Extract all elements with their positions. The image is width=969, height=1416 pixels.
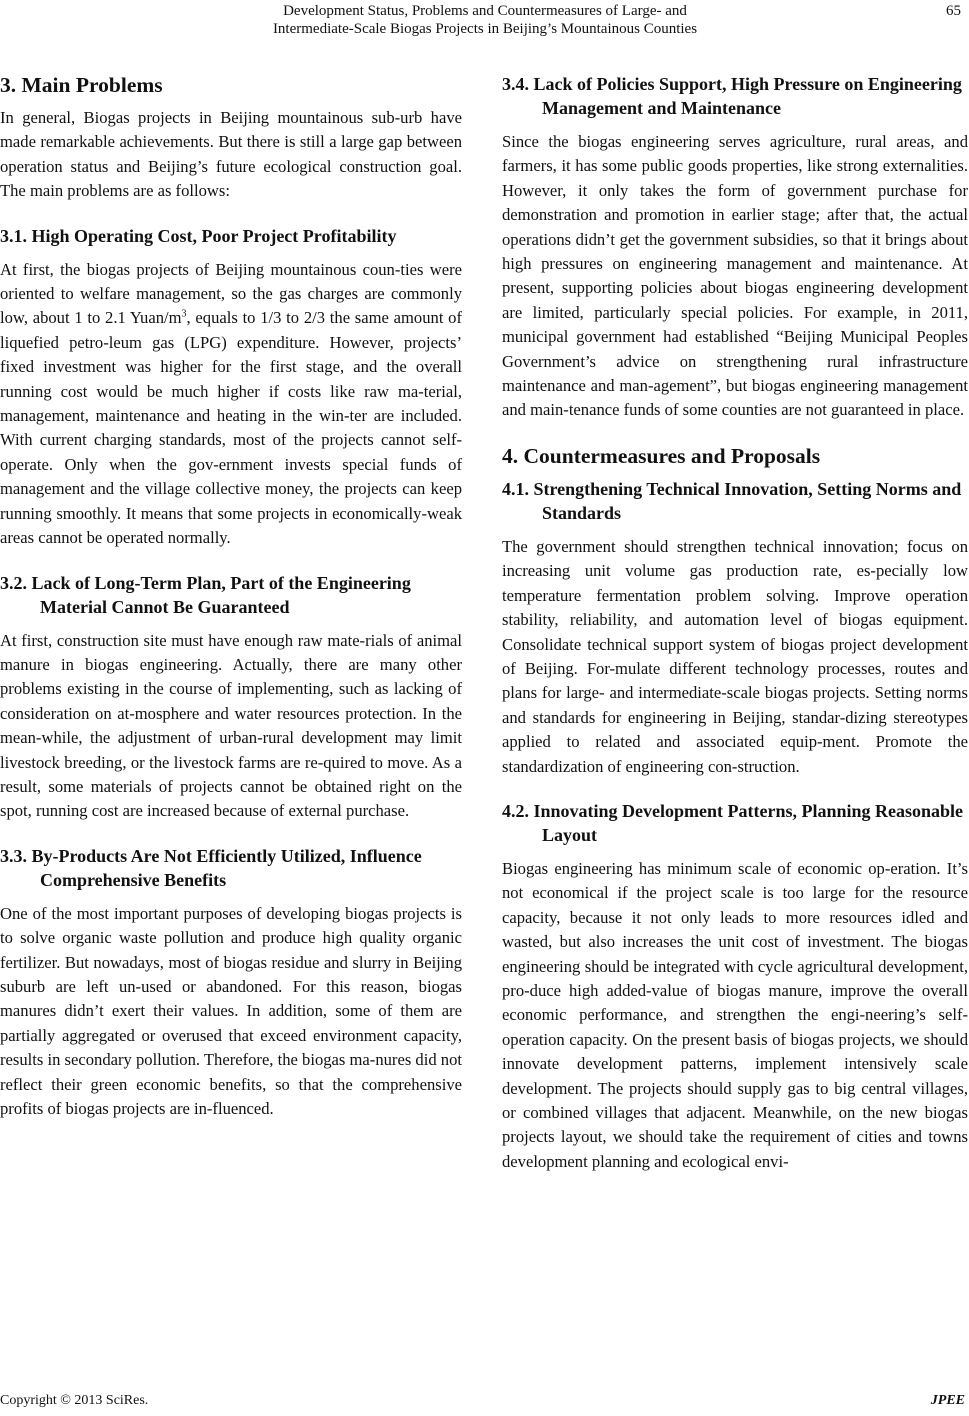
section-3-intro: In general, Biogas projects in Beijing mountainous sub-urb have made remarkable achievements. But there is still a large gap between operation status and Beijing’s future ecological construction goal. The main problems are as follows:: [0, 108, 462, 201]
running-header-line2: Intermediate-Scale Biogas Projects in Beijing’s Mountainous Counties: [272, 21, 698, 37]
section-3-1-text-b: , equals to 1/3 to 2/3 the same amount of liquefied petro-leum gas (LPG) expenditure. However, projects’ fixed investment was higher for the first stage, and the overall running cost would be much higher if costs like raw ma-terial, management, maintenance and heating in the win-ter are included. With current charging standards, most of the projects cannot self-operate. Only when the gov-ernment invests special funds of management and the village collective money, the projects can keep running smoothly. It means that some projects in economically-weak areas cannot be operated normally.: [0, 308, 462, 548]
section-3-3-title: 3.3. By-Products Are Not Efficiently Utilized, Influence Comprehensive Benefits: [0, 845, 422, 890]
section-4-title: 4. Countermeasures and Proposals: [502, 443, 821, 468]
section-3-1-title: 3.1. High Operating Cost, Poor Project Profitability: [0, 225, 397, 246]
section-3-title: 3. Main Problems: [0, 73, 163, 97]
section-3-4-text: Since the biogas engineering serves agriculture, rural areas, and farmers, it has some public goods properties, like strong externalities. However, it only takes the form of government purchase for demonstration and promotion in earlier stage; after that, the actual operations didn’t get the government subsidies, so that it brings about high pressures on engineering management and maintenance. At present, supporting policies about biogas engineering development are limited, particularly special policies. For example, in 2011, municipal government had established “Beijing Municipal Peoples Government’s advice on strengthening rural infrastructure maintenance and man-agement”, but biogas engineering management and main-tenance funds of some counties are not guaranteed in place.: [502, 132, 968, 420]
section-3-4-title: 3.4. Lack of Policies Support, High Pressure on Engineering Management and Maintenance: [502, 74, 962, 118]
section-3-3-text: One of the most important purposes of developing biogas projects is to solve organic waste pollution and produce high quality organic fertilizer. But nowadays, most of biogas residue and slurry in Beijing suburb are left un-used or abandoned. For this reason, biogas manures didn’t exert their values. In addition, some of them are partially aggregated or overused that exceed environment capacity, results in secondary pollution. Therefore, the biogas ma-nures did not reflect their green economic benefits, so that the comprehensive profits of biogas projects are in-fluenced.: [0, 903, 462, 1118]
running-header-line1: Development Status, Problems and Countermeasures of Large- and: [283, 3, 687, 19]
running-header: [100, 2, 870, 38]
section-3-1-text-a: At first, the biogas projects of Beijing mountainous coun-ties were oriented to welfare management, so the gas charges are commonly low, about 1 to 2.1 Yuan/m: [0, 259, 462, 328]
section-4-2-text: Biogas engineering has minimum scale of economic op-eration. It’s not economical if the project scale is too large for the resource capacity, because it not only leads to more resources idled and wasted, but also increases the unit cost of investment. The biogas engineering should be integrated with cycle agricultural development, pro-duce high added-value of biogas manure, improve the overall economic performance, and strengthen the engi-neering’s self-operation capacity. On the present basis of biogas projects, we should innovate development patterns, implement intensively scale development. The projects should supply gas to big central villages, or combined villages that adjacent. Meanwhile, on the new biogas projects layout, we should take the requirement of cities and towns development planning and ecological envi-: [502, 858, 968, 1171]
section-3-2-title: 3.2. Lack of Long-Term Plan, Part of the Engineering Material Cannot Be Guaranteed: [0, 572, 411, 617]
page-number: 65: [946, 3, 961, 19]
section-4-2-title: 4.2. Innovating Development Patterns, Planning Reasonable Layout: [502, 800, 964, 845]
section-3-1-text: [0, 258, 462, 551]
section-3-2-text: At first, construction site must have enough raw mate-rials of animal manure in biogas engineering. Actually, there are many other problems existing in the course of implementing, such as lacking of consideration on at-mosphere and water resources protection. In the mean-while, the adjustment of urban-rural development may limit livestock breeding, or the livestock farms are re-quired to move. As a result, some materials of projects cannot be obtained right on the spot, running cost are increased because of external purchase.: [0, 630, 462, 821]
left-column: [0, 72, 462, 1121]
section-3-1-superscript: 3: [181, 308, 187, 320]
section-4-1-title: 4.1. Strengthening Technical Innovation, Setting Norms and Standards: [502, 478, 962, 523]
journal-footer: JPEE: [930, 1393, 965, 1408]
right-column: [502, 72, 968, 1174]
copyright-footer: Copyright © 2013 SciRes.: [0, 1393, 149, 1408]
section-4-1-text: The government should strengthen technical innovation; focus on increasing unit volume gas production rate, es-pecially low temperature fermentation problem solving. Improve operation stability, reliability, and automation level of biogas equipment. Consolidate technical support system of biogas project development of Beijing. For-mulate different technology processes, routes and plans for large- and intermediate-scale biogas projects. Setting norms and standards for engineering in Beijing, standar-dizing stereotypes applied to related and associated equip-ment. Promote the standardization of engineering con-struction.: [502, 536, 968, 776]
